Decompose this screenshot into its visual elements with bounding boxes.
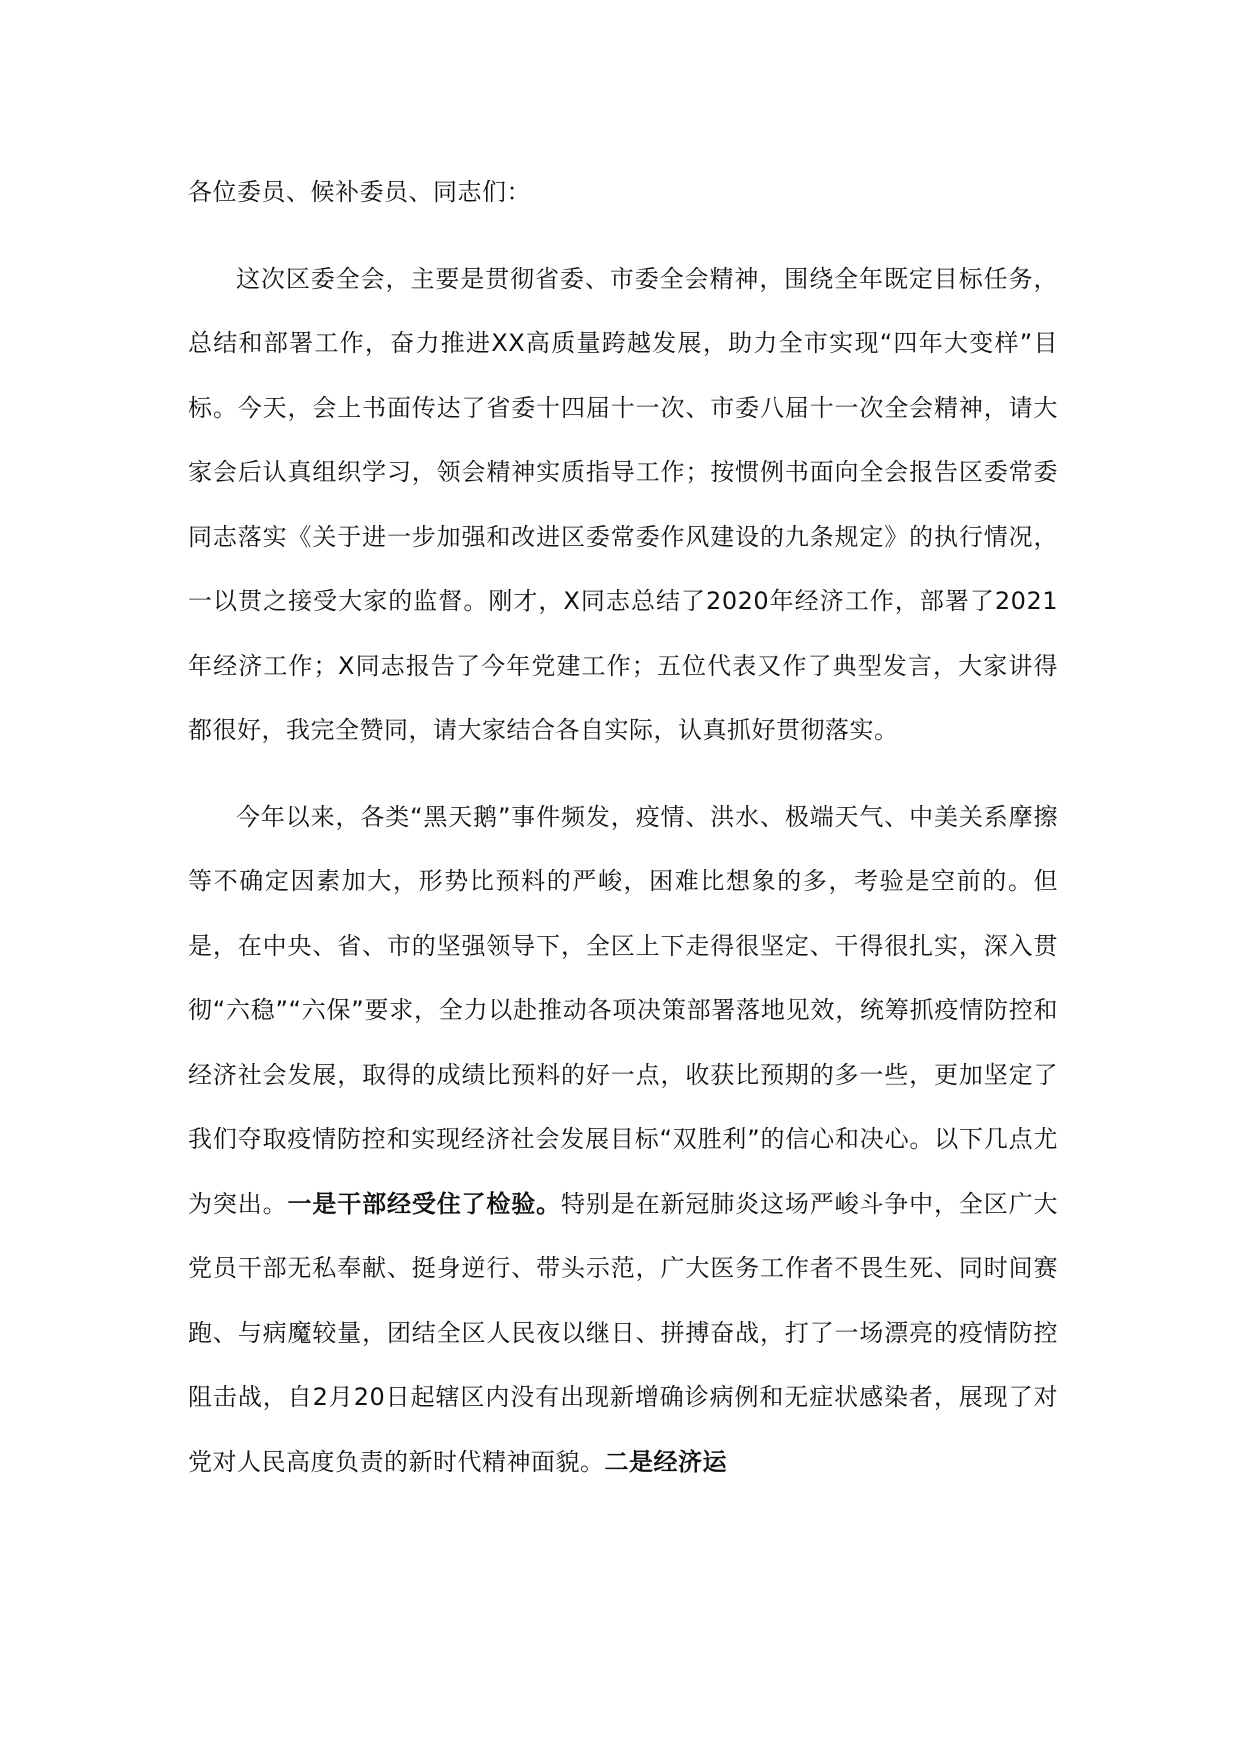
document-page (188, 160, 1058, 1516)
paragraph-1: 这次区委全会，主要是贯彻省委、市委全会精神，围绕全年既定目标任务，总结和部署工作，奋力推进XX高质量跨越发展，助力全市实现“四年大变样”目标。今天，会上书面传达了省委十四届十一次、市委八届十一次全会精神，请大家会后认真组织学习，领会精神实质指导工作；按惯例书面向全会报告区委常委同志落实《关于进一步加强和改进区委常委作风建设的九条规定》的执行情况，一以贯之接受大家的监督。刚才，X同志总结了2020年经济工作，部署了2021年经济工作；X同志报告了今年党建工作；五位代表又作了典型发言，大家讲得都很好，我完全赞同，请大家结合各自实际，认真抓好贯彻落实。 (188, 264, 1058, 744)
salutation: 各位委员、候补委员、同志们： (188, 178, 531, 206)
paragraph-2-text-a: 今年以来，各类“黑天鹅”事件频发，疫情、洪水、极端天气、中美关系摩擦等不确定因素加大，形势比预料的严峻，困难比想象的多，考验是空前的。但是，在中央、省、市的坚强领导下，全区上下走得很坚定、干得很扎实，深入贯彻“六稳”“六保”要求，全力以赴推动各项决策部署落地见效，统筹抓疫情防控和经济社会发展，取得的成绩比预料的好一点，收获比预期的多一些，更加坚定了我们夺取疫情防控和实现经济社会发展目标“双胜利”的信心和决心。以下几点尤为突出。 (188, 802, 1058, 1218)
paragraph-2-text-b: 特别是在新冠肺炎这场严峻斗争中，全区广大党员干部无私奉献、挺身逆行、带头示范，广大医务工作者不畏生死、同时间赛跑、与病魔较量，团结全区人民夜以继日、拼搏奋战，打了一场漂亮的疫情防控阻击战，自2月20日起辖区内没有出现新增确诊病例和无症状感染者，展现了对党对人民高度负责的新时代精神面貌。 (188, 1189, 1059, 1476)
paragraph-2 (188, 785, 1058, 1495)
paragraph-2-bold-point-2: 二是经济运 (604, 1447, 727, 1476)
paragraph-2-bold-point-1: 一是干部经受住了检验。 (287, 1189, 562, 1218)
